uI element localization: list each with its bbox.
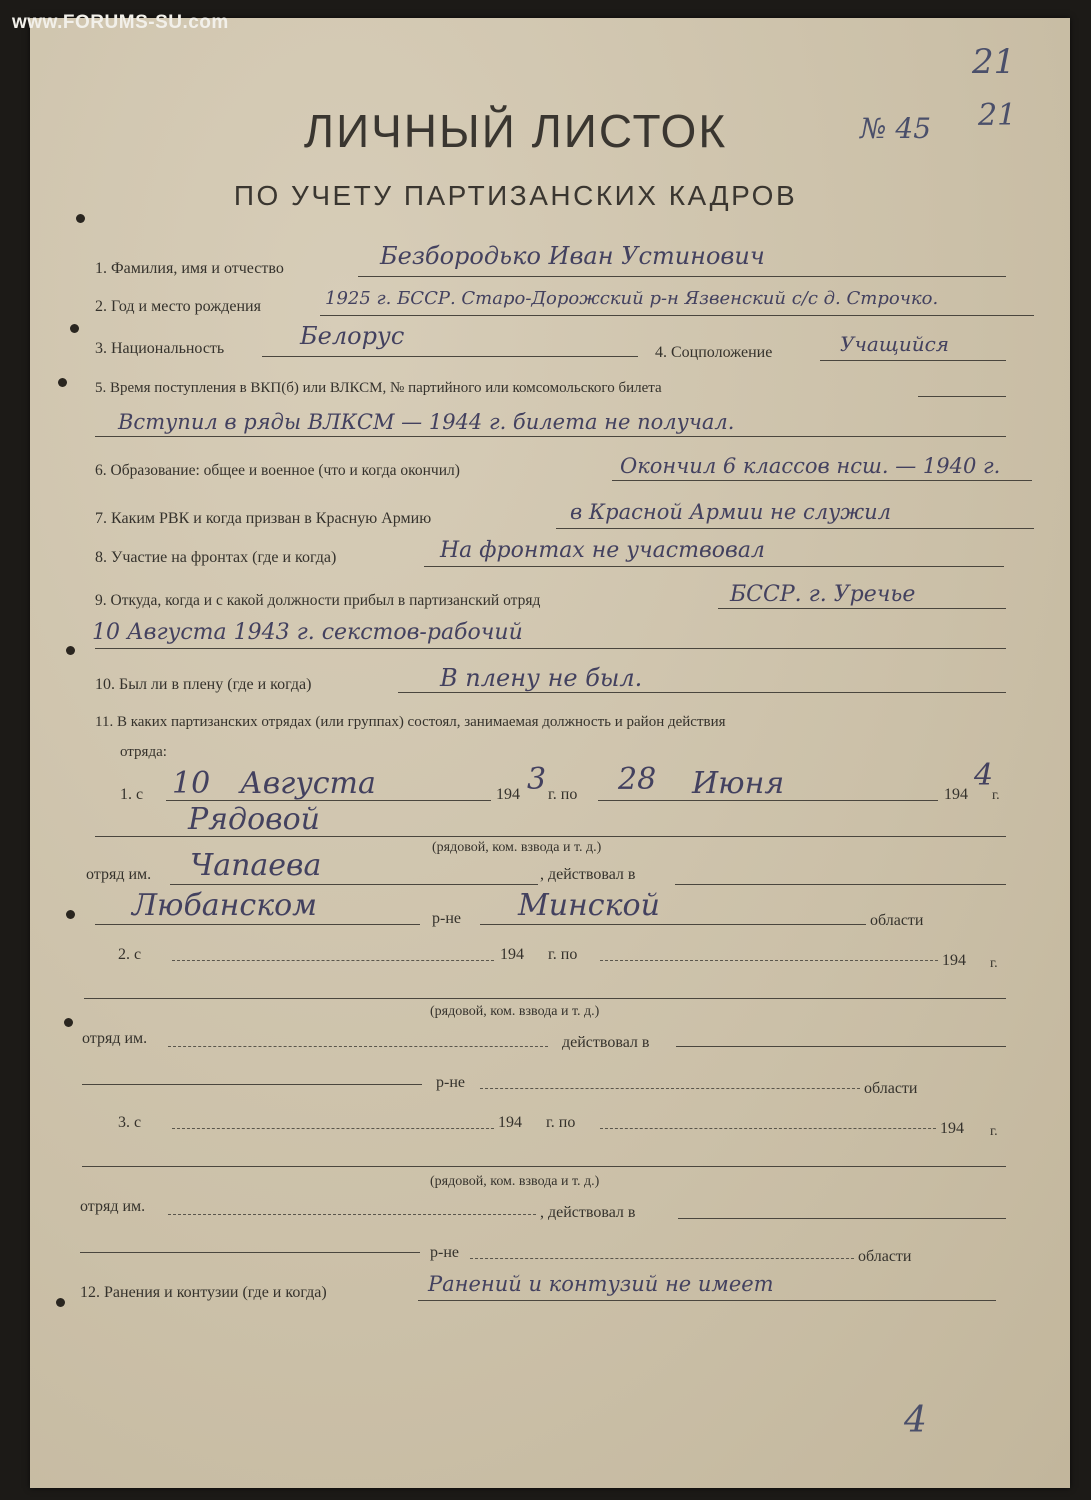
entry1-from-day: 10	[172, 766, 211, 801]
entry1-otryad: Чапаева	[190, 848, 322, 883]
entry1-rne: р-не	[432, 910, 461, 927]
field-label-army: 7. Каким РВК и когда призван в Красную Армию	[95, 510, 432, 527]
field-label-fronts: 8. Участие на фронтах (где и когда)	[95, 549, 337, 566]
field-label-units: 11. В каких партизанских отрядах (или группах) состоял, занимаемая должность и район действия	[95, 714, 726, 730]
underline	[678, 1218, 1006, 1219]
entry3-number: 3. с	[118, 1114, 142, 1131]
binder-hole	[70, 324, 79, 333]
page-mark: 4	[904, 1400, 927, 1441]
underline	[820, 360, 1006, 361]
underline	[676, 1046, 1006, 1047]
underline	[480, 924, 866, 925]
binder-hole	[58, 378, 67, 387]
entry1-oblasti: области	[870, 912, 924, 929]
underline	[82, 1084, 422, 1085]
underline	[82, 1166, 1006, 1167]
underline	[358, 276, 1006, 277]
binder-hole	[66, 646, 75, 655]
field-value-captivity: В плену не был.	[440, 664, 643, 692]
underline	[600, 960, 938, 961]
field-value-arrival-2: 10 Августа 1943 г. секстов-рабочий	[92, 620, 523, 645]
field-value-wounds: Ранений и контузий не имеет	[428, 1272, 774, 1296]
entry3-otryad-label: отряд им.	[80, 1198, 146, 1215]
underline	[424, 566, 1004, 567]
underline	[172, 1128, 494, 1129]
entry2-position-hint: (рядовой, ком. взвода и т. д.)	[430, 1004, 600, 1019]
underline	[556, 528, 1034, 529]
underline	[168, 1214, 536, 1215]
entry1-to-year: 194	[944, 786, 968, 803]
field-value-army: в Красной Армии не служил	[570, 500, 892, 524]
underline	[80, 1252, 420, 1253]
field-label-units-2: отряда:	[120, 744, 167, 760]
entry1-from-month: Августа	[240, 766, 376, 801]
entry3-rne: р-не	[430, 1244, 459, 1261]
field-label-wounds: 12. Ранения и контузии (где и когда)	[80, 1284, 327, 1301]
entry1-to-year-digit: 4	[974, 758, 994, 793]
binder-hole	[64, 1018, 73, 1027]
underline	[320, 315, 1034, 316]
underline	[418, 1300, 996, 1301]
field-label-captivity: 10. Был ли в плену (где и когда)	[95, 676, 312, 693]
entry3-g: г.	[990, 1124, 998, 1139]
entry3-from-year: 194	[498, 1114, 522, 1131]
underline	[262, 356, 638, 357]
underline	[95, 436, 1006, 437]
underline	[170, 884, 538, 885]
field-value-education: Окончил 6 классов нсш. — 1940 г.	[620, 454, 1001, 478]
underline	[95, 924, 420, 925]
underline	[612, 480, 1032, 481]
field-label-party: 5. Время поступления в ВКП(б) или ВЛКСМ, № партийного или комсомольского билета	[95, 380, 662, 396]
underline	[172, 960, 494, 961]
entry1-g: г.	[992, 788, 1000, 803]
entry1-position-hint: (рядовой, ком. взвода и т. д.)	[432, 840, 602, 855]
field-value-nationality: Белорус	[300, 322, 405, 350]
entry2-number: 2. с	[118, 946, 142, 963]
field-label-arrival: 9. Откуда, когда и с какой должности прибыл в партизанский отряд	[95, 592, 541, 609]
underline	[470, 1258, 854, 1259]
entry2-rne: р-не	[436, 1074, 465, 1091]
binder-hole	[66, 910, 75, 919]
underline	[398, 692, 1006, 693]
field-value-arrival: БССР. г. Уречье	[730, 582, 916, 607]
document-number: № 45	[860, 112, 932, 145]
field-value-name: Безбородько Иван Устинович	[380, 242, 765, 270]
underline	[918, 396, 1006, 397]
underline	[480, 1088, 860, 1089]
entry3-oblasti: области	[858, 1248, 912, 1265]
field-label-birth: 2. Год и место рождения	[95, 298, 261, 315]
underline	[718, 608, 1006, 609]
document-sheet	[30, 18, 1070, 1488]
entry2-deystvoval: действовал в	[562, 1034, 650, 1051]
field-value-social: Учащийся	[840, 332, 950, 356]
entry3-deystvoval: , действовал в	[540, 1204, 636, 1221]
binder-hole	[76, 214, 85, 223]
corner-number: 21	[972, 42, 1016, 82]
entry1-po: г. по	[548, 786, 578, 803]
entry1-otryad-label: отряд им.	[86, 866, 152, 883]
entry1-from-year-digit: 3	[527, 762, 547, 797]
field-label-name: 1. Фамилия, имя и отчество	[95, 260, 284, 277]
entry2-from-year: 194	[500, 946, 524, 963]
entry2-oblasti: области	[864, 1080, 918, 1097]
entry3-position-hint: (рядовой, ком. взвода и т. д.)	[430, 1174, 600, 1189]
entry1-from-year: 194	[496, 786, 520, 803]
entry1-region: Минской	[518, 888, 660, 923]
field-label-nationality: 3. Национальность	[95, 340, 225, 357]
field-value-party: Вступил в ряды ВЛКСМ — 1944 г. билета не получал.	[118, 410, 735, 434]
entry1-to-day: 28	[618, 762, 657, 797]
field-value-birth: 1925 г. БССР. Старо-Дорожский р-н Язвенский с/с д. Строчко.	[325, 288, 939, 309]
underline	[95, 648, 1006, 649]
entry2-otryad-label: отряд им.	[82, 1030, 148, 1047]
document-title: ЛИЧНЫЙ ЛИСТОК	[303, 105, 728, 157]
entry2-to-year: 194	[942, 952, 966, 969]
entry1-district: Любанском	[132, 888, 318, 923]
entry3-to-year: 194	[940, 1120, 964, 1137]
site-watermark: www.FORUMS-SU.com	[12, 12, 229, 33]
field-label-education: 6. Образование: общее и военное (что и когда окончил)	[95, 462, 460, 479]
entry1-number: 1. с	[120, 786, 144, 803]
entry1-deystvoval: , действовал в	[540, 866, 636, 883]
entry1-to-month: Июня	[692, 766, 785, 801]
field-label-social: 4. Соцположение	[655, 344, 773, 361]
underline	[168, 1046, 548, 1047]
entry2-po: г. по	[548, 946, 578, 963]
underline	[600, 1128, 936, 1129]
underline	[675, 884, 1006, 885]
binder-hole	[56, 1298, 65, 1307]
entry1-position: Рядовой	[188, 802, 320, 837]
corner-number-2: 21	[978, 98, 1017, 133]
field-value-fronts: На фронтах не участвовал	[440, 538, 765, 563]
underline	[84, 998, 1006, 999]
entry2-g: г.	[990, 956, 998, 971]
entry3-po: г. по	[546, 1114, 576, 1131]
document-subtitle: ПО УЧЕТУ ПАРТИЗАНСКИХ КАДРОВ	[233, 180, 798, 211]
